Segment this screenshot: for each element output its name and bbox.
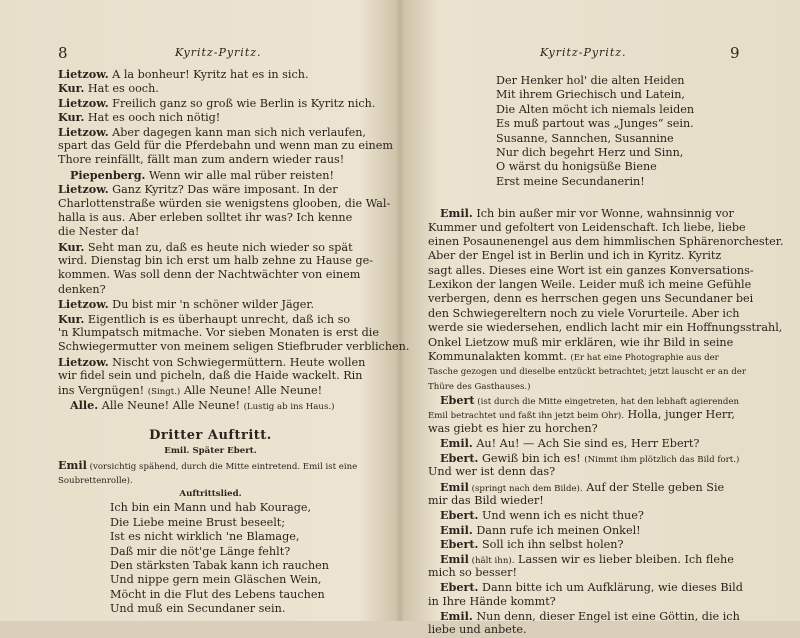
left-page-text (58, 67, 410, 616)
text-line (58, 384, 363, 398)
stage-direction: (ist durch die Mitte eingetreten, hat den lebhaft agierenden (474, 397, 740, 408)
line-text: spart das Geld für die Pferdebahn und wenn man zu einem (58, 138, 393, 152)
stage-direction: (Singt.) (147, 386, 181, 397)
text-line (58, 110, 363, 124)
line-text: Ich bin außer mir vor Wonne, wahnsinnig vor (472, 207, 734, 221)
text-line (58, 297, 363, 311)
speaker-name: Lietzow. (58, 297, 109, 312)
line-text: Und wer ist denn das? (428, 465, 556, 479)
line-text: sagt alles. Dieses eine Wort ist ein ganzes Konversations- (428, 263, 754, 277)
text-line (428, 436, 766, 450)
dialogue-block (58, 67, 410, 412)
line-text: verbergen, denn es herrschen gegen uns Secundaner bei (428, 292, 754, 306)
text-line (428, 336, 766, 350)
text-line (58, 312, 363, 326)
line-text: Seht man zu, daß es heute nich wieder so spät (84, 240, 353, 254)
text-line (58, 369, 363, 383)
line-text: Freilich ganz so groß wie Berlin is Kyritz nich. (108, 96, 376, 110)
text-line (428, 278, 766, 292)
speaker-name: Piepenberg. (70, 167, 146, 182)
line-text: Auf der Stelle geben Sie (582, 480, 725, 494)
stage-direction: (Nimmt ihm plötzlich das Bild fort.) (584, 454, 740, 465)
line-text: Onkel Lietzow muß mir erklären, wie ihr Bild in seine (428, 335, 734, 349)
text-line (58, 458, 363, 472)
right-page (400, 0, 800, 637)
speaker-name: Ebert. (440, 580, 479, 595)
line-text: Lassen wir es lieber bleiben. Ich flehe (514, 552, 734, 566)
page-number: 8 (58, 44, 68, 62)
text-line (428, 552, 766, 566)
stage-direction: (springt nach dem Bilde). (468, 483, 583, 494)
text-line (428, 307, 766, 321)
verse-line: Es muß partout was „Junges“ sein. (496, 117, 694, 131)
text-line (428, 393, 766, 407)
running-head: Kyritz-Pyritz. (540, 46, 627, 59)
line-text: Thore reinfällt, fällt man zum andern wieder raus! (58, 153, 345, 167)
verse-line: Erst meine Secundanerin! (496, 174, 645, 188)
verse-line: Und muß ein Secundaner sein. (110, 602, 286, 616)
line-text: Charlottenstraße würden sie wenigstens glooben, die Wal- (58, 196, 391, 210)
verse-line: Der Henker hol' die alten Heiden (496, 74, 685, 87)
text-line (428, 364, 766, 378)
text-line (428, 523, 766, 537)
text-line (58, 340, 410, 354)
text-line (428, 379, 766, 393)
text-line (58, 196, 391, 211)
speaker-name: Lietzow. (58, 67, 109, 81)
text-line (428, 292, 766, 306)
text-line (428, 422, 766, 436)
line-text: denken? (58, 282, 106, 296)
line-text: Dann rufe ich meinen Onkel! (472, 523, 641, 537)
line-text: 'n Klumpatsch mitmache. Vor sieben Monaten is erst die (58, 326, 379, 340)
verse-line: Susanne, Sannchen, Susannine (496, 131, 674, 145)
speaker-name: Emil (440, 551, 469, 566)
line-text: in Ihre Hände kommt? (428, 594, 556, 608)
speaker-name: Lietzow. (58, 95, 109, 110)
text-line (58, 211, 363, 225)
speaker-name: Ebert. (440, 508, 479, 523)
line-text: Gewiß bin ich es! (478, 451, 585, 465)
text-line (428, 408, 766, 422)
text-line (58, 268, 363, 282)
speaker-name: Kur. (58, 81, 85, 96)
text-line (428, 451, 766, 465)
stage-direction: (hält ihn). (468, 555, 515, 566)
line-text: Alle Neune! Alle Neune! (180, 383, 323, 397)
text-line (58, 240, 363, 254)
verse-line: Die Liebe meine Brust beseelt; (110, 515, 286, 529)
speaker-name: Lietzow. (58, 124, 109, 139)
text-line (428, 609, 766, 623)
dialogue-block (428, 206, 784, 638)
stage-direction: (vorsichtig spähend, durch die Mitte eintretend. Emil ist eine (86, 462, 358, 473)
text-line (428, 537, 766, 551)
verse-line: Die Alten möcht ich niemals leiden (496, 102, 695, 116)
stage-direction: Emil betrachtet und faßt ihn jetzt beim Ohr). (428, 410, 624, 421)
song-verse (58, 501, 363, 616)
speaker-name: Kur. (58, 110, 85, 125)
text-line (58, 153, 363, 167)
text-line (428, 264, 766, 278)
text-line (58, 398, 363, 412)
line-text: Lexikon der langen Weile. Leider muß ich meine Gefühle (428, 278, 752, 292)
text-line (428, 234, 784, 249)
line-text: wir fidel sein und picheln, daß die Haide wackelt. Rin (58, 369, 363, 383)
song-title: Auftrittslied. (179, 488, 242, 499)
line-text: Und wenn ich es nicht thue? (478, 509, 644, 523)
line-text: A la bonheur! Kyritz hat es in sich. (108, 68, 309, 81)
line-text: Du bist mir 'n schöner wilder Jäger. (108, 298, 315, 312)
line-text: Eigentlich is es überhaupt unrecht, daß ich so (84, 312, 351, 326)
line-text: liebe und anbete. (428, 623, 527, 637)
line-text: Nischt von Schwiegermüttern. Heute wollen (108, 355, 366, 369)
text-line (58, 225, 363, 239)
stage-direction: (Er hat eine Photographie aus der (570, 353, 719, 364)
line-text: kommen. Was soll denn der Nachtwächter von einem (58, 268, 361, 282)
speaker-name: Lietzow. (58, 354, 109, 369)
text-line (428, 566, 766, 580)
song-verse (428, 74, 766, 189)
text-line (428, 623, 766, 637)
scene-title: Dritter Auftritt. (149, 428, 272, 444)
text-line (58, 182, 363, 196)
line-text: werde sie wiedersehen, endlich lacht mir ein Hoffnungsstrahl, (428, 321, 783, 335)
line-text: Alle Neune! Alle Neune! (98, 398, 244, 412)
line-text: Ganz Kyritz? Das wäre imposant. In der (108, 183, 338, 197)
right-page-text (428, 74, 784, 638)
verse-line: Nur dich begehrt Herz und Sinn, (496, 145, 684, 159)
verse-line: Ist es nicht wirklich 'ne Blamage, (110, 530, 300, 544)
line-text: halla is aus. Aber erleben solltet ihr was? Ich kenne (58, 210, 353, 224)
stage-direction: Thüre des Gasthauses.) (428, 381, 531, 392)
line-text: ins Vergnügen! (58, 383, 148, 397)
text-line (58, 254, 374, 268)
verse-line: Den stärksten Tabak kann ich rauchen (110, 558, 329, 572)
line-text: einen Posaunenengel aus dem himmlischen Sphärenorchester. (428, 234, 784, 248)
stage-direction: Soubrettenrolle). (58, 475, 133, 486)
speaker-name: Emil. (440, 436, 473, 451)
scene-persons: Emil. Später Ebert. (164, 445, 257, 456)
line-text: mich so besser! (428, 565, 517, 579)
running-head: Kyritz-Pyritz. (175, 46, 262, 59)
verse-line: Mit ihrem Griechisch und Latein, (496, 88, 685, 102)
speaker-name: Emil. (440, 206, 473, 221)
speaker-name: Emil. (440, 609, 473, 624)
left-page (0, 0, 410, 621)
line-text: Aber dagegen kann man sich nich verlaufen, (108, 125, 366, 139)
text-line (428, 221, 766, 235)
speaker-name: Ebert. (440, 450, 479, 465)
text-line (428, 206, 766, 220)
speaker-name: Emil (58, 458, 87, 473)
text-line (58, 81, 363, 95)
text-line (58, 124, 366, 139)
line-text: Hat es ooch. (84, 82, 159, 96)
speaker-name: Lietzow. (58, 182, 109, 197)
speaker-name: Alle. (70, 397, 99, 412)
verse-line: O wärst du honigsüße Biene (496, 160, 657, 174)
speaker-name: Kur. (58, 311, 85, 326)
text-line (428, 465, 766, 479)
speaker-name: Ebert. (440, 537, 479, 552)
verse-line: Möcht in die Flut des Lebens tauchen (110, 587, 325, 601)
text-line (428, 580, 766, 594)
line-text: Kummer und gefoltert von Leidenschaft. Ich liebe, liebe (428, 220, 746, 234)
text-line (58, 67, 363, 81)
page-number: 9 (730, 44, 740, 62)
stage-direction: Tasche gezogen und dieselbe entzückt betrachtet; jetzt lauscht er an der (428, 367, 746, 378)
verse-line: Daß mir die nöt'ge Länge fehlt? (110, 544, 291, 558)
text-line (428, 480, 766, 494)
text-line (58, 354, 366, 369)
line-text: was giebt es hier zu horchen? (428, 421, 598, 435)
text-line (428, 494, 766, 508)
text-line (58, 326, 379, 340)
line-text: Aber der Engel ist in Berlin und ich in Kyritz. Kyritz (428, 249, 722, 263)
text-line (58, 138, 393, 153)
text-line (58, 283, 363, 297)
line-text: mir das Bild wieder! (428, 493, 544, 507)
text-line (428, 321, 783, 335)
line-text: den Schwiegereltern noch zu viele Vorurteile. Aber ich (428, 306, 740, 320)
stage-direction: (Lustig ab ins Haus.) (243, 401, 335, 412)
text-line (428, 249, 766, 263)
verse-line: Ich bin ein Mann und hab Kourage, (110, 501, 312, 515)
text-line (428, 595, 766, 609)
line-text: Hat es ooch nich nötig! (84, 111, 221, 125)
line-text: Nun denn, dieser Engel ist eine Göttin, die ich (472, 610, 740, 624)
speaker-name: Ebert (440, 393, 475, 408)
text-line (428, 350, 766, 364)
line-text: die Nester da! (58, 225, 140, 239)
line-text: Holla, junger Herr, (623, 407, 735, 421)
text-line (428, 508, 766, 522)
verse-line: Und nippe gern mein Gläschen Wein, (110, 573, 322, 587)
line-text: Soll ich ihn selbst holen? (478, 538, 624, 552)
line-text: Au! Au! — Ach Sie sind es, Herr Ebert? (472, 437, 700, 451)
text-line (58, 168, 363, 182)
line-text: Wenn wir alle mal rüber reisten! (145, 168, 334, 182)
speaker-name: Kur. (58, 239, 85, 254)
speaker-name: Emil (440, 479, 469, 494)
text-line (58, 473, 363, 487)
line-text: Kommunalakten kommt. (428, 350, 571, 364)
speaker-name: Emil. (440, 522, 473, 537)
line-text: Dann bitte ich um Aufklärung, wie dieses Bild (478, 581, 743, 595)
text-line (58, 95, 376, 110)
stage-direction-block (58, 458, 363, 487)
line-text: wird. Dienstag bin ich erst um halb zehne zu Hause ge- (58, 254, 374, 268)
line-text: Schwiegermutter von meinem seligen Stiefbruder verblichen. (58, 340, 410, 354)
